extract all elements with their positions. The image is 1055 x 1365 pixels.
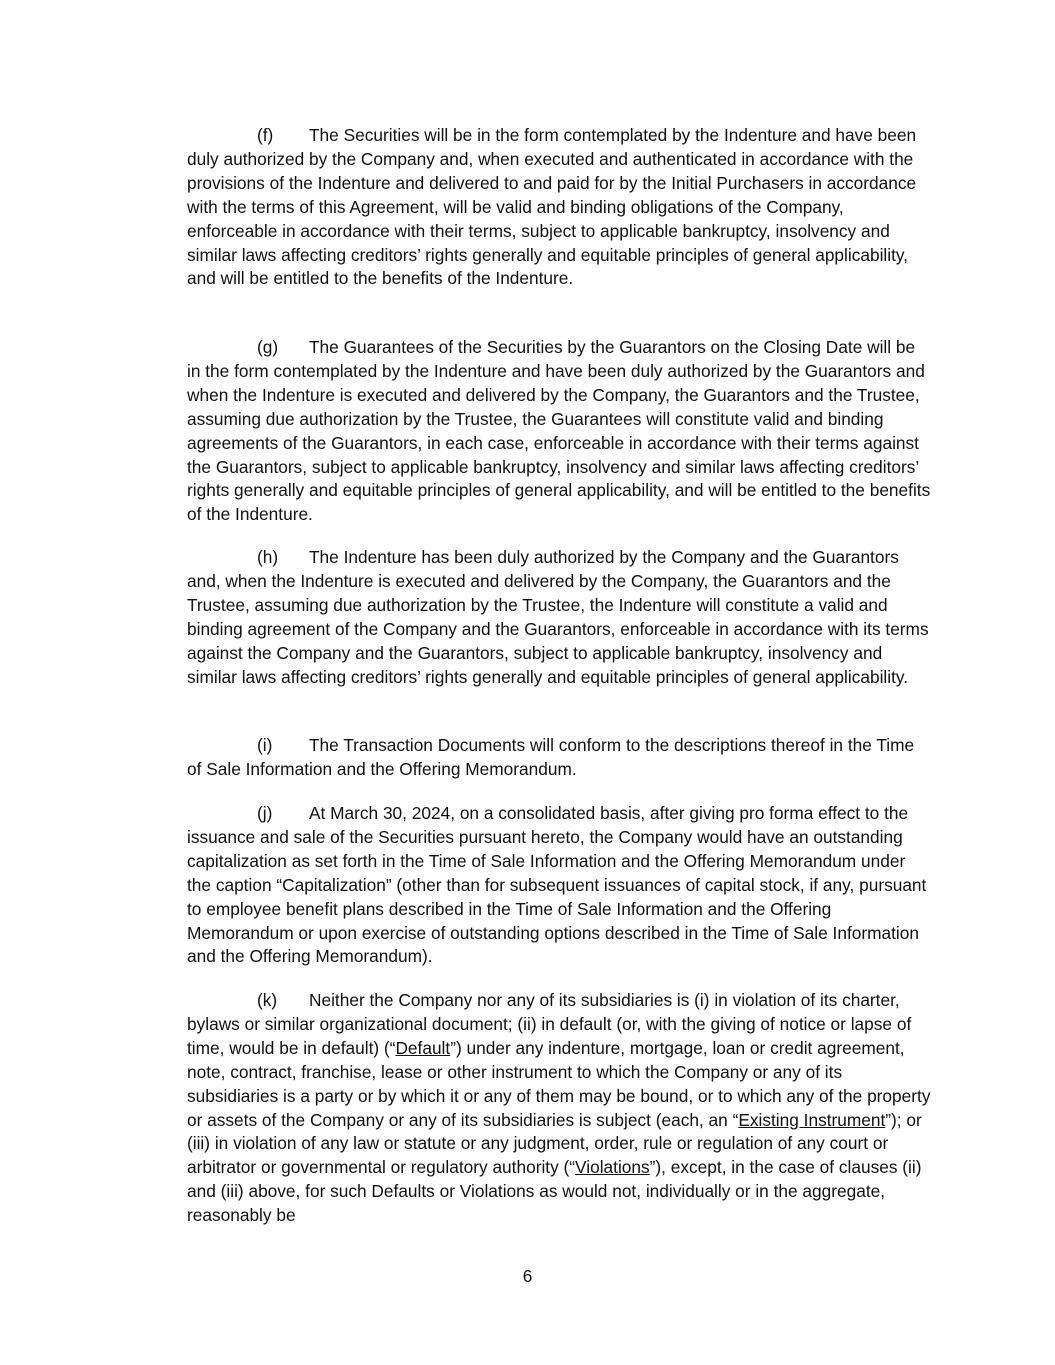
paragraph-i [187, 734, 932, 782]
paragraph-label: (k) [257, 990, 278, 1010]
paragraph-label: (g) [257, 337, 279, 357]
defined-term-existing-instrument: Existing Instrument [738, 1109, 886, 1130]
paragraph-j [187, 802, 932, 969]
paragraph-h [187, 546, 932, 689]
paragraph-text: The Securities will be in the form contemplated by the Indenture and have been duly authorized by the Company and, when executed and authenticated in accordance with the provisions of the Indenture and delivered to and paid for by the Initial Purchasers in accordance with the terms of this Agreement, will be valid and binding obligations of the Company, enforceable in accordance with their terms, subject to applicable bankruptcy, insolvency and similar laws affecting creditors’ rights generally and equitable principles of general applicability, and will be entitled to the benefits of the Indenture. [187, 125, 917, 289]
paragraph-text-part: ”), except, in the case of clauses (ii) and (iii) above, for such Defaults or Violations as would not, individually or in the aggregate, reasonably be [187, 1157, 922, 1226]
defined-term-violations: Violations [575, 1157, 650, 1178]
paragraph-g [187, 336, 932, 527]
defined-term-default: Default [395, 1037, 451, 1058]
paragraph-text: At March 30, 2024, on a consolidated basis, after giving pro forma effect to the issuance and sale of the Securities pursuant hereto, the Company would have an outstanding capitalization as set forth in the Time of Sale Information and the Offering Memorandum under the caption “Capitalization” (other than for subsequent issuances of capital stock, if any, pursuant to employee benefit plans described in the Time of Sale Information and the Offering Memorandum or upon exercise of outstanding options described in the Time of Sale Information and the Offering Memorandum). [187, 803, 927, 967]
paragraph-text: The Transaction Documents will conform to the descriptions thereof in the Time of Sale Information and the Offering Memorandum. [187, 735, 915, 779]
paragraph-label: (h) [257, 547, 279, 567]
paragraph-f [187, 124, 932, 291]
paragraph-text-part: ”) under any indenture, mortgage, loan or credit agreement, note, contract, franchise, lease or other instrument to which the Company or any of its subsidiaries is a party or by which it or any of them may be bound, or to which any of the property or assets of the Company or any of its subsidiaries is subject (each, an “ [187, 1037, 931, 1130]
paragraph-label: (j) [257, 803, 273, 823]
paragraph-text: The Indenture has been duly authorized by the Company and the Guarantors and, when the Indenture is executed and delivered by the Company, the Guarantors and the Trustee, assuming due authorization by the Trustee, the Indenture will constitute a valid and binding agreement of the Company and the Guarantors, enforceable in accordance with its terms against the Company and the Guarantors, subject to applicable bankruptcy, insolvency and similar laws affecting creditors’ rights generally and equitable principles of general applicability. [187, 547, 929, 687]
paragraph-text-part: Neither the Company nor any of its subsidiaries is (i) in violation of its charter, bylaws or similar organizational document; (ii) in default (or, with the giving of notice or lapse of time, would be in default) (“ [187, 990, 912, 1058]
paragraph-label: (i) [257, 735, 273, 755]
paragraph-text-part: ”); or (iii) in violation of any law or statute or any judgment, order, rule or regulation of any court or arbitrator or governmental or regulatory authority (“ [187, 1109, 922, 1178]
paragraph-k [187, 989, 932, 1228]
page-number: 6 [522, 1266, 533, 1286]
paragraph-label: (f) [257, 125, 274, 145]
paragraph-text: The Guarantees of the Securities by the Guarantors on the Closing Date will be in the form contemplated by the Indenture and have been duly authorized by the Guarantors and when the Indenture is executed and delivered by the Company, the Guarantors and the Trustee, assuming due authorization by the Trustee, the Guarantees will constitute valid and binding agreements of the Guarantors, in each case, enforceable in accordance with their terms against the Guarantors, subject to applicable bankruptcy, insolvency and similar laws affecting creditors’ rights generally and equitable principles of general applicability, and will be entitled to the benefits of the Indenture. [187, 337, 931, 525]
